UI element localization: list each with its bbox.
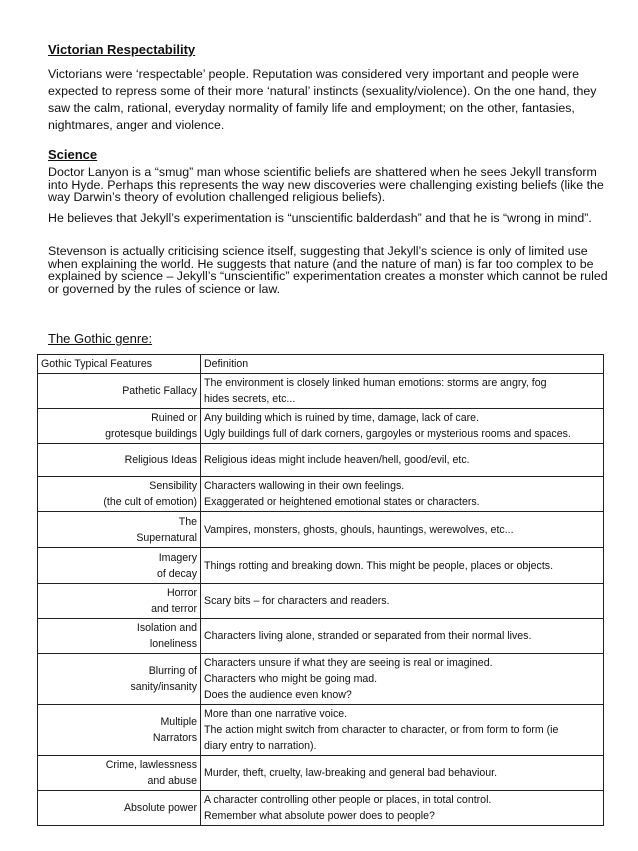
- header-definition: Definition: [201, 355, 604, 374]
- table-row: [38, 548, 604, 584]
- definition-text: Does the audience even know?: [204, 689, 352, 701]
- feature-cell: [38, 756, 201, 791]
- table-row: [38, 654, 604, 705]
- definition-cell: [201, 654, 604, 705]
- feature-text: Absolute power: [123, 802, 197, 814]
- feature-text: Narrators: [152, 732, 197, 744]
- feature-text: Supernatural: [136, 531, 197, 544]
- table-row: [38, 756, 604, 791]
- definition-cell: [201, 756, 604, 791]
- definition-text: The action might switch from character to character, or from form to form (ie: [204, 724, 559, 736]
- definition-text: More than one narrative voice.: [204, 708, 348, 720]
- definition-cell: [201, 619, 604, 654]
- definition-text: Exaggerated or heightened emotional states or characters.: [204, 496, 480, 508]
- science-paragraph-1: Doctor Lanyon is a “smug” man whose scientific beliefs are shattered when he sees Jekyll transform into Hyde. Perhaps this represents the way new discoveries were challenging existing beliefs (like the way Darwin’s theory of evolution challenged religious beliefs).: [48, 165, 604, 204]
- definition-cell: [201, 548, 604, 584]
- definition-text: Murder, theft, cruelty, law-breaking and general bad behaviour.: [204, 767, 498, 779]
- feature-cell: [38, 791, 201, 826]
- definition-cell: [201, 584, 604, 619]
- feature-text: sanity/insanity: [130, 681, 197, 693]
- table-row: [38, 705, 604, 756]
- science-heading: Science: [48, 147, 98, 162]
- feature-text: Blurring of: [148, 665, 197, 677]
- definition-text: Religious ideas might include heaven/hell, good/evil, etc.: [204, 454, 470, 466]
- definition-text: Characters wallowing in their own feelings.: [204, 480, 405, 492]
- table-row: [38, 584, 604, 619]
- definition-text: Characters unsure if what they are seeing is real or imagined.: [204, 657, 493, 669]
- gothic-table: [37, 354, 604, 826]
- table-row: [38, 444, 604, 477]
- feature-cell: [38, 444, 201, 477]
- feature-cell: [38, 374, 201, 409]
- feature-cell: [38, 584, 201, 619]
- definition-cell: [201, 409, 604, 444]
- definition-text: Remember what absolute power does to people?: [204, 810, 435, 822]
- feature-text: Horror: [166, 587, 197, 599]
- feature-cell: [38, 548, 201, 584]
- feature-cell: [38, 477, 201, 512]
- definition-text: hides secrets, etc...: [204, 393, 296, 405]
- feature-text: Ruined or: [151, 412, 197, 424]
- definition-cell: [201, 444, 604, 477]
- science-paragraph-2: He believes that Jekyll’s experimentation is “unscientific balderdash” and that he is “wrong in mind”.: [48, 211, 592, 225]
- definition-cell: [201, 374, 604, 409]
- science-paragraph-3: Stevenson is actually criticising science itself, suggesting that Jekyll’s science is only of limited use when explaining the world. He suggests that nature (and the nature of man) is far too complex to be explained by science – Jekyll’s “unscientific” experimentation creates a monster which cannot be ruled or governed by the rules of science or law.: [48, 244, 608, 296]
- feature-text: Pathetic Fallacy: [122, 385, 197, 397]
- definition-cell: [201, 477, 604, 512]
- feature-text: Multiple: [160, 716, 197, 728]
- feature-text: Isolation and: [136, 622, 197, 634]
- definition-text: Characters living alone, stranded or separated from their normal lives.: [204, 630, 532, 642]
- table-row: [38, 374, 604, 409]
- feature-cell: [38, 619, 201, 654]
- gothic-title: The Gothic genre:: [48, 331, 153, 346]
- definition-text: Any building which is ruined by time, damage, lack of care.: [204, 412, 479, 424]
- table-row: [38, 512, 604, 548]
- definition-text: diary entry to narration).: [204, 740, 317, 752]
- definition-text: Scary bits – for characters and readers.: [204, 595, 390, 607]
- victorian-heading: Victorian Respectability: [48, 42, 196, 57]
- feature-text: of decay: [156, 567, 197, 580]
- feature-cell: [38, 654, 201, 705]
- table-row: [38, 791, 604, 826]
- definition-text: Ugly buildings full of dark corners, gargoyles or mysterious rooms and spaces.: [204, 428, 571, 440]
- feature-text: grotesque buildings: [105, 428, 197, 440]
- feature-text: and abuse: [147, 775, 197, 787]
- feature-cell: [38, 705, 201, 756]
- table-header-row: [38, 355, 604, 374]
- definition-text: The environment is closely linked human emotions: storms are angry, fog: [204, 377, 547, 389]
- definition-cell: [201, 705, 604, 756]
- definition-cell: [201, 512, 604, 548]
- feature-text: (the cult of emotion): [103, 496, 197, 508]
- table-row: [38, 409, 604, 444]
- feature-text: The: [178, 515, 197, 528]
- victorian-paragraph: Victorians were ‘respectable’ people. Reputation was considered very important and people were expected to repress some of their more ‘natural’ instincts (sexuality/violence). On the one hand, they saw the calm, rational, everyday normality of family life and employment; on the other, fantasies, nightmares, anger and violence.: [48, 67, 597, 132]
- feature-text: Imagery: [158, 551, 197, 564]
- feature-text: and terror: [151, 603, 197, 615]
- definition-text: Things rotting and breaking down. This might be people, places or objects.: [204, 559, 554, 572]
- definition-text: A character controlling other people or places, in total control.: [204, 794, 492, 806]
- feature-text: Religious Ideas: [124, 454, 197, 466]
- feature-cell: [38, 512, 201, 548]
- feature-cell: [38, 409, 201, 444]
- feature-text: Crime, lawlessness: [105, 759, 197, 771]
- definition-cell: [201, 791, 604, 826]
- feature-text: Sensibility: [149, 480, 197, 492]
- header-feature: Gothic Typical Features: [38, 355, 201, 374]
- definition-text: Vampires, monsters, ghosts, ghouls, hauntings, werewolves, etc...: [204, 523, 514, 536]
- table-row: [38, 619, 604, 654]
- definition-text: Characters who might be going mad.: [204, 673, 378, 685]
- table-row: [38, 477, 604, 512]
- feature-text: loneliness: [149, 638, 197, 650]
